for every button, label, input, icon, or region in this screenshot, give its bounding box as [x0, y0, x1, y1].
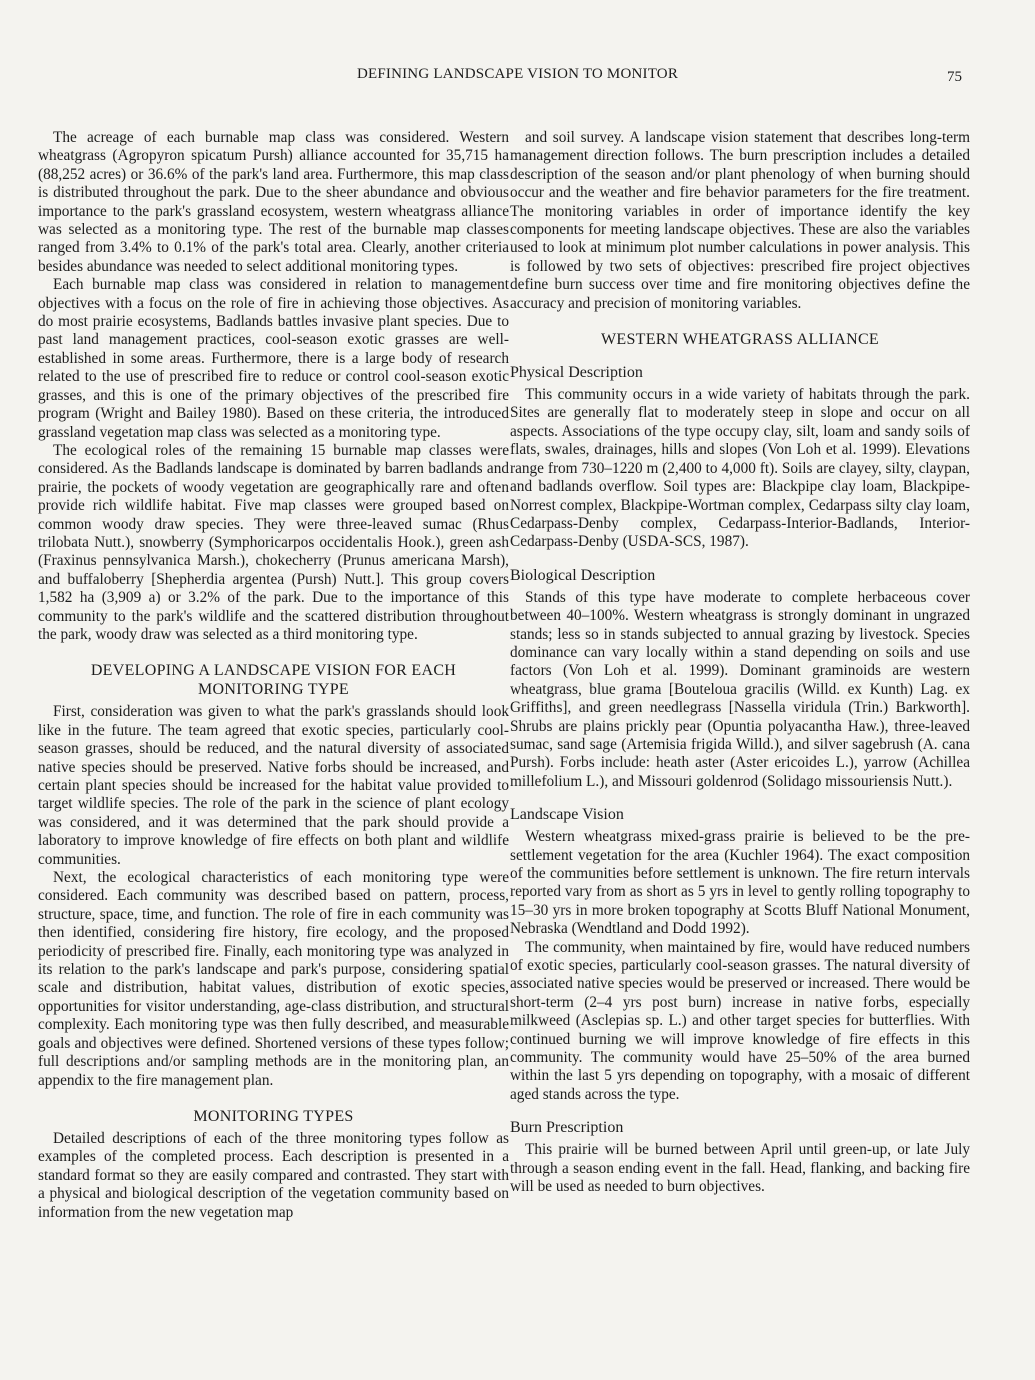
- paragraph: Next, the ecological characteristics of each monitoring type were considered. Each community was described based on pattern, process, structure, space, time, and function. The role of fire in each community was then identified, considering fire history, fire ecology, and the proposed periodicity of prescribed fire. Finally, each monitoring type was analyzed in its relation to the park's landscape and park's purpose, considering spatial scale and distribution, habitat values, distribution of exotic species, opportunities for visitor understanding, age-class distribution, and structural complexity. Each monitoring type was then fully described, and measurable goals and objectives were defined. Shortened versions of these types follow; full descriptions and/or sampling methods are in the monitoring plan, an appendix to the fire management plan.: [38, 869, 509, 1089]
- paragraph: The community, when maintained by fire, would have reduced numbers of exotic species, particularly cool-season grasses. The natural diversity of associated native species would be preserved or increased. There would be short-term (2–4 yrs post burn) increase in native forbs, especially milkweed (Asclepias sp. L.) and other target species for butterflies. With continued burning we will improve knowledge of fire effects in this community. The community would have 25–50% of the area burned within the last 5 yrs depending on topography, with a mosaic of different aged stands across the type.: [510, 938, 970, 1103]
- page-number: 75: [947, 69, 962, 85]
- section-heading-developing: DEVELOPING A LANDSCAPE VISION FOR EACH MONITORING TYPE: [90, 662, 457, 699]
- right-column: [510, 129, 970, 1197]
- subheading-biological: Biological Description: [510, 566, 656, 584]
- left-column: [38, 129, 509, 1222]
- paragraph: Western wheatgrass mixed-grass prairie is believed to be the pre-settlement vegetation for the area (Kuchler 1964). The exact composition of the communities before settlement is unknown. The fire return intervals reported vary from as short as 5 yrs in level to gently rolling topography to 15–30 yrs in more broken topography at Scotts Bluff National Monument, Nebraska (Wendtland and Dodd 1992).: [510, 828, 970, 938]
- paragraph: The ecological roles of the remaining 15 burnable map classes were considered. As the Badlands landscape is dominated by barren badlands and prairie, the pockets of woody vegetation are geographically rare and often provide rich wildlife habitat. Five map classes were grouped based on common woody draw species. They were three-leaved sumac (Rhus trilobata Nutt.), snowberry (Symphoricarpos occidentalis Hook.), green ash (Fraxinus pennsylvanica Marsh.), chokecherry (Prunus americana Marsh), and buffaloberry [Shepherdia argentea (Pursh) Nutt.]. This group covers 1,582 ha (3,909 a) or 3.2% of the park. Due to the importance of this community to the park's wildlife and the scattered distribution throughout the park, woody draw was selected as a third monitoring type.: [38, 441, 509, 643]
- paragraph: This prairie will be burned between April until green-up, or late July through a season ending event in the fall. Head, flanking, and backing fire will be used as needed to burn objectives.: [510, 1141, 970, 1196]
- section-heading-alliance: WESTERN WHEATGRASS ALLIANCE: [600, 331, 880, 349]
- subheading-physical: Physical Description: [510, 364, 643, 382]
- subheading-burn: Burn Prescription: [510, 1119, 624, 1137]
- subheading-landscape: Landscape Vision: [510, 806, 624, 824]
- running-title: DEFINING LANDSCAPE VISION TO MONITOR: [356, 66, 679, 82]
- paragraph: The acreage of each burnable map class was considered. Western wheatgrass (Agropyron spicatum Pursh) alliance accounted for 35,715 ha (88,252 acres) or 36.6% of the park's land area. Furthermore, this map class is distributed throughout the park. Due to the sheer abundance and obvious importance to the park's grassland ecosystem, western wheatgrass alliance was selected as a monitoring type. The rest of the burnable map classes ranged from 3.4% to 0.1% of the park's total area. Clearly, another criteria besides abundance was needed to select additional monitoring types.: [38, 129, 509, 275]
- paragraph: First, consideration was given to what the park's grasslands should look like in the future. The team agreed that exotic species, particularly cool-season grasses, should be reduced, and the natural diversity of associated native species should be preserved. Native forbs should be increased, and certain plant species should be increased for the habitat value provided to target wildlife species. The role of the park in the science of plant ecology was considered, and it was determined that the park should provide a laboratory to improve knowledge of fire effects on both plant and wildlife communities.: [38, 703, 509, 868]
- paragraph: This community occurs in a wide variety of habitats through the park. Sites are generally flat to moderately steep in slope and occur on all aspects. Associations of the type occupy clay, silt, loam and sandy soils of flats, swales, drainages, hills and slopes (Von Loh et al. 1999). Elevations range from 730–1220 m (2,400 to 4,000 ft). Soils are clayey, silty, claypan, and badlands overflow. Soil types are: Blackpipe clay loam, Blackpipe-Norrest complex, Blackpipe-Wortman complex, Cedarpass silty clay loam, Cedarpass-Denby complex, Cedarpass-Interior-Badlands, Interior-Cedarpass-Denby (USDA-SCS, 1987).: [510, 386, 970, 551]
- section-heading-monitoring-types: MONITORING TYPES: [193, 1107, 354, 1125]
- paragraph: Each burnable map class was considered in relation to management objectives with a focus on the role of fire in achieving those objectives. As do most prairie ecosystems, Badlands battles invasive plant species. Due to past land management practices, cool-season exotic grasses are well-established in some areas. Furthermore, there is a large body of research related to the use of prescribed fire to reduce or control cool-season exotic grasses, and this is one of the primary objectives of the prescribed fire program (Wright and Bailey 1980). Based on these criteria, the introduced grassland vegetation map class was selected as a monitoring type.: [38, 276, 509, 441]
- paragraph: and soil survey. A landscape vision statement that describes long-term management direction follows. The burn prescription includes a detailed description of the season and/or plant phenology of when burning should occur and the weather and fire behavior parameters for the fire treatment. The monitoring variables in order of importance identify the key components for meeting landscape objectives. These are also the variables used to look at minimum plot number calculations in power analysis. This is followed by two sets of objectives: prescribed fire project objectives define burn success over time and fire monitoring objectives define the accuracy and precision of monitoring variables.: [510, 129, 970, 312]
- paragraph: Stands of this type have moderate to complete herbaceous cover between 40–100%. Western wheatgrass is strongly dominant in ungrazed stands; less so in stands subjected to annual grazing by livestock. Species dominance can vary locally within a stand depending on soils and use factors (Von Loh et al. 1999). Dominant graminoids are western wheatgrass, blue grama [Bouteloua gracilis (Willd. ex Kunth) Lag. ex Griffiths], and green needlegrass [Nassella viridula (Trin.) Barkworth]. Shrubs are plains prickly pear (Opuntia polyacantha Haw.), three-leaved sumac, sand sage (Artemisia frigida Willd.), and silver sagebrush (A. cana Pursh). Forbs include: heath aster (Aster ericoides L.), yarrow (Achillea millefolium L.), and Missouri goldenrod (Solidago missouriensis Nutt.).: [510, 588, 970, 790]
- paragraph: Detailed descriptions of each of the three monitoring types follow as examples of the completed process. Each description is presented in a standard format so they are easily compared and contrasted. They start with a physical and biological description of the vegetation community based on information from the new vegetation map: [38, 1129, 509, 1221]
